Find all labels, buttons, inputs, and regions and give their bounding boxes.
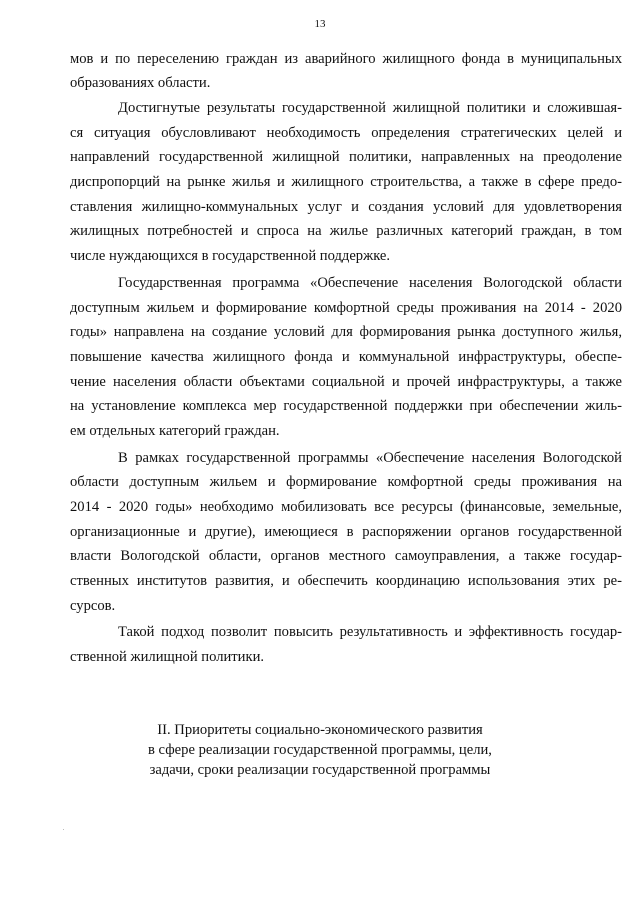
text-line: сурсов. <box>70 598 116 614</box>
text-line: ем отдельных категорий граждан. <box>70 423 280 439</box>
page-number: 13 <box>314 18 326 30</box>
text-line: образованиях области. <box>70 75 211 91</box>
text-line: ственной жилищной политики. <box>70 649 265 665</box>
text-line: Такой подход позволит повысить результативность и эффективность государ- <box>118 624 622 640</box>
text-line: повышение качества жилищного фонда и коммунальной инфраструктуры, обеспе- <box>70 349 622 365</box>
text-line: направлений государственной жилищной политики, направленных на преодоление <box>70 149 622 165</box>
text-line: области доступным жильем и формирование комфортной среды проживания на <box>70 474 622 490</box>
text-line: доступным жильем и формирование комфортной среды проживания на 2014 - 2020 <box>70 300 622 316</box>
text-line: В рамках государственной программы «Обеспечение населения Вологодской <box>118 450 622 466</box>
text-line: жилищных потребностей и спроса на жилье различных категорий граждан, в том <box>70 223 622 239</box>
text-line: ся ситуация обусловливают необходимость определения стратегических целей и <box>70 125 622 141</box>
text-line: ственных институтов развития, и обеспечить координацию использования этих ре- <box>70 573 622 589</box>
text-line: чение населения области объектами социальной и прочей инфраструктуры, а также <box>70 374 622 390</box>
text-line: на установление комплекса мер государственной поддержки при обеспечении жиль- <box>70 398 622 414</box>
text-line: 2014 - 2020 годы» необходимо мобилизовать все ресурсы (финансовые, земельные, <box>70 499 622 515</box>
text-line: диспропорций на рынке жилья и жилищного строительства, а также в сфере предо- <box>70 174 622 190</box>
text-line: ставления жилищно-коммунальных услуг и создания условий для удовлетворения <box>70 199 622 215</box>
section-heading-line: задачи, сроки реализации государственной программы <box>149 762 491 778</box>
section-heading-line: II. Приоритеты социально-экономического развития <box>157 722 483 738</box>
text-line: годы» направлена на создание условий для формирования рынка доступного жилья, <box>70 324 622 340</box>
text-line: организационные и другие), имеющиеся в распоряжении органов государственной <box>70 524 622 540</box>
text-line: Государственная программа «Обеспечение населения Вологодской области <box>118 275 622 291</box>
text-line: власти Вологодской области, органов местного самоуправления, а также государ- <box>70 548 622 564</box>
section-heading-line: в сфере реализации государственной программы, цели, <box>148 742 492 758</box>
text-line: числе нуждающихся в государственной поддержке. <box>70 248 391 264</box>
scan-speck <box>63 829 64 830</box>
text-line: Достигнутые результаты государственной жилищной политики и сложившая- <box>118 100 622 116</box>
text-line: мов и по переселению граждан из аварийного жилищного фонда в муниципальных <box>70 51 622 67</box>
